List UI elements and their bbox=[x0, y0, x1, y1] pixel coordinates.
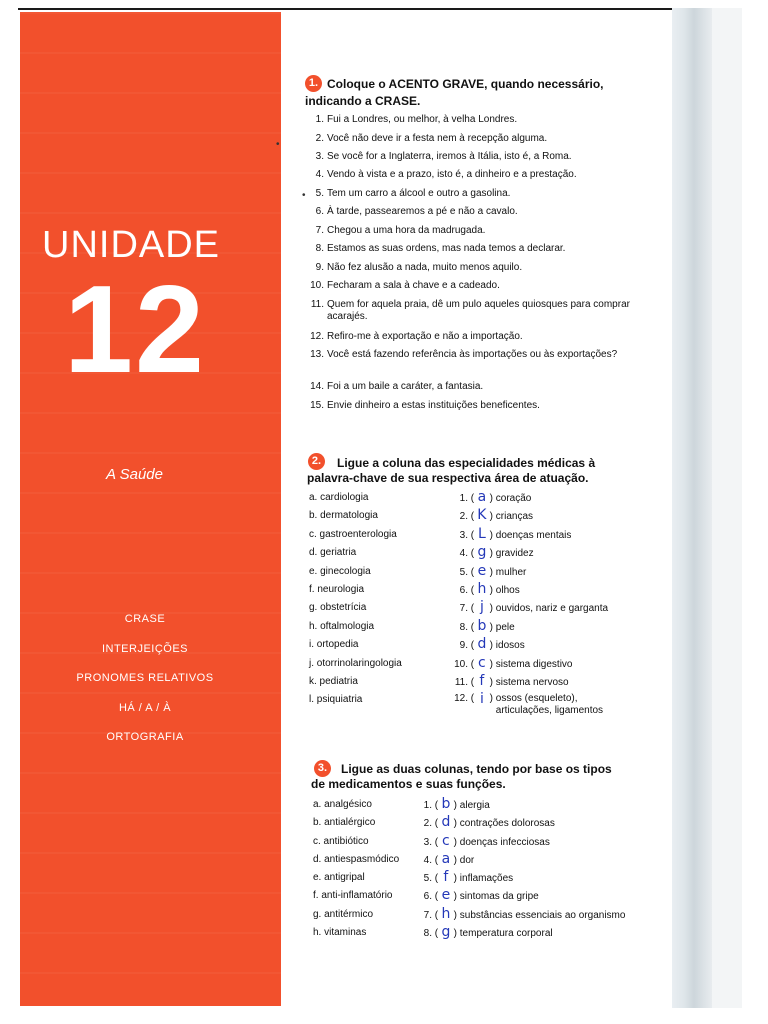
keyword-text: ouvidos, nariz e garganta bbox=[495, 603, 609, 615]
item-number: 4. bbox=[315, 169, 324, 180]
sentence-text: Envie dinheiro a estas instituições beneficentes. bbox=[327, 400, 540, 411]
specialty-item: l. psiquiatria bbox=[309, 694, 363, 706]
specialty-item: h. oftalmologia bbox=[309, 620, 375, 632]
function-text: contrações dolorosas bbox=[459, 818, 555, 830]
topic-item: HÁ / A / À bbox=[118, 701, 172, 714]
function-item: 8. ( g ) temperatura corporal bbox=[418, 926, 625, 944]
sentence-text: Vendo à vista e a prazo, isto é, a dinheiro e a prestação. bbox=[327, 169, 577, 180]
unit-label: UNIDADE bbox=[42, 224, 221, 266]
keyword-item: 1. ( a ) coração bbox=[448, 491, 636, 509]
question-title bbox=[337, 455, 595, 471]
function-item: 4. ( a ) dor bbox=[418, 853, 625, 871]
specialty-item: g. obstetrícia bbox=[309, 602, 367, 614]
sentence-text: Fui a Londres, ou melhor, à velha Londres. bbox=[327, 114, 518, 125]
sentence-item bbox=[310, 299, 667, 323]
handwritten-answer: g bbox=[441, 924, 451, 941]
handwritten-answer: f bbox=[443, 869, 449, 886]
specialty-item: d. geriatria bbox=[309, 547, 357, 559]
specialty-item: j. otorrinolaringologia bbox=[309, 657, 402, 669]
topic-item: CRASE bbox=[124, 613, 166, 625]
question-title-line: Ligue as duas colunas, tendo por base os tipos bbox=[341, 762, 612, 776]
medicine-item: e. antigripal bbox=[313, 872, 365, 884]
sentence-text: Refiro-me à exportação e não a importação. bbox=[327, 331, 523, 342]
item-number: 11. bbox=[310, 299, 324, 310]
item-number: 8. bbox=[459, 621, 468, 633]
item-number: 3. bbox=[459, 529, 468, 541]
specialty-column bbox=[309, 492, 402, 713]
function-item: 2. ( d ) contrações dolorosas bbox=[418, 816, 625, 834]
handwritten-answer: b bbox=[477, 617, 487, 634]
keyword-text: sistema nervoso bbox=[495, 676, 569, 688]
sentence-item bbox=[310, 151, 650, 163]
medicine-item: f. anti-inflamatório bbox=[313, 890, 393, 902]
sentence-text: Chegou a uma hora da madrugada. bbox=[327, 225, 486, 236]
item-number: 7. bbox=[423, 909, 432, 921]
item-number: 11. bbox=[454, 676, 468, 688]
item-number: 5. bbox=[459, 566, 468, 578]
item-number: 7. bbox=[315, 225, 324, 236]
sentence-text: Você está fazendo referência às importações ou às exportações? bbox=[327, 349, 618, 360]
function-text: alergia bbox=[459, 800, 490, 811]
specialty-item: k. pediatria bbox=[309, 675, 358, 687]
function-text: temperatura corporal bbox=[459, 928, 553, 940]
handwritten-answer: e bbox=[441, 887, 451, 904]
keyword-text: pele bbox=[495, 621, 515, 633]
item-number: 2. bbox=[459, 511, 468, 523]
function-text: inflamações bbox=[459, 873, 514, 885]
keyword-item: 6. ( h ) olhos bbox=[448, 583, 636, 601]
keyword-column bbox=[448, 491, 636, 719]
item-number: 6. bbox=[315, 206, 324, 217]
function-item: 7. ( h ) substâncias essenciais ao organismo bbox=[418, 908, 625, 926]
sentence-text: À tarde, passearemos a pé e não a cavalo. bbox=[327, 206, 518, 217]
item-number: 8. bbox=[315, 243, 324, 254]
sentence-item bbox=[310, 262, 650, 274]
medicine-column bbox=[313, 799, 399, 945]
question-title bbox=[341, 761, 612, 777]
handwritten-answer: i bbox=[479, 691, 484, 708]
keyword-item: 9. ( d ) idosos bbox=[448, 638, 636, 656]
item-number: 5. bbox=[315, 188, 324, 199]
topic-item: PRONOMES RELATIVOS bbox=[76, 672, 214, 684]
function-column bbox=[418, 798, 625, 944]
medicine-item: h. vitaminas bbox=[313, 927, 367, 939]
function-text: substâncias essenciais ao organismo bbox=[459, 909, 626, 921]
item-number: 4. bbox=[423, 854, 432, 866]
keyword-text: olhos bbox=[495, 584, 520, 596]
item-number: 6. bbox=[423, 891, 432, 903]
keyword-item: 5. ( e ) mulher bbox=[448, 565, 636, 583]
item-number: 15. bbox=[310, 400, 324, 411]
function-item: 6. ( e ) sintomas da gripe bbox=[418, 889, 625, 907]
sentence-text: Foi a um baile a caráter, a fantasia. bbox=[327, 381, 484, 392]
question-title-line: indicando a CRASE. bbox=[305, 94, 421, 108]
item-number: 2. bbox=[315, 133, 324, 144]
medicine-item: c. antibiótico bbox=[313, 835, 369, 847]
sentence-text: Estamos as suas ordens, mas nada temos a declarar. bbox=[327, 243, 566, 254]
sentence-text: Não fez alusão a nada, muito menos aquilo. bbox=[327, 262, 523, 273]
handwritten-answer: e bbox=[477, 562, 487, 579]
item-number: 4. bbox=[459, 548, 468, 560]
item-number: 10. bbox=[310, 280, 324, 291]
function-text: doenças infecciosas bbox=[459, 836, 550, 848]
item-number: 12. bbox=[454, 693, 468, 705]
handwritten-answer: d bbox=[477, 636, 487, 653]
question-number-badge: 1. bbox=[305, 75, 322, 92]
topic-item: ORTOGRAFIA bbox=[106, 731, 184, 743]
function-item: 5. ( f ) inflamações bbox=[418, 871, 625, 889]
keyword-item: 7. ( j ) ouvidos, nariz e garganta bbox=[448, 601, 636, 619]
item-number: 12. bbox=[310, 331, 324, 342]
handwritten-answer: h bbox=[477, 580, 487, 597]
sentence-item bbox=[310, 114, 650, 126]
sentence-item bbox=[310, 400, 650, 412]
sentence-text: Fecharam a sala à chave e a cadeado. bbox=[327, 280, 500, 291]
function-item: 1. ( b ) alergia bbox=[418, 798, 625, 816]
topic-item: INTERJEIÇÕES bbox=[101, 642, 189, 655]
handwritten-answer: L bbox=[477, 525, 486, 542]
item-number: 13. bbox=[310, 349, 324, 360]
sentence-item bbox=[310, 381, 650, 393]
keyword-item: 4. ( g ) gravidez bbox=[448, 546, 636, 564]
item-number: 8. bbox=[423, 928, 432, 940]
handwritten-answer: c bbox=[442, 832, 450, 849]
function-item: 3. ( c ) doenças infecciosas bbox=[418, 835, 625, 853]
item-number: 3. bbox=[315, 151, 324, 162]
specialty-item: i. ortopedia bbox=[309, 639, 359, 651]
item-number: 9. bbox=[459, 640, 468, 652]
keyword-text: doenças mentais bbox=[495, 529, 572, 541]
handwritten-answer: g bbox=[477, 544, 487, 561]
item-number: 7. bbox=[459, 603, 468, 615]
sentence-item bbox=[310, 169, 650, 181]
keyword-item: 3. ( L ) doenças mentais bbox=[448, 528, 636, 546]
sentence-item bbox=[310, 280, 650, 292]
handwritten-answer: f bbox=[479, 672, 485, 689]
unit-number: 12 bbox=[64, 261, 206, 399]
keyword-text: sistema digestivo bbox=[495, 658, 573, 670]
keyword-text: coração bbox=[495, 493, 532, 504]
stray-dot: • bbox=[302, 190, 306, 201]
question-number-badge: 2. bbox=[308, 453, 325, 470]
sentence-text: Quem for aquela praia, dê um pulo aqueles quiosques para comprar acarajés. bbox=[327, 299, 630, 322]
specialty-item: c. gastroenterologia bbox=[309, 528, 397, 540]
sentence-item bbox=[310, 133, 650, 145]
handwritten-answer: d bbox=[441, 814, 451, 831]
keyword-text: gravidez bbox=[495, 548, 534, 560]
item-number: 9. bbox=[315, 262, 324, 273]
sentence-item bbox=[310, 188, 650, 200]
question-title bbox=[307, 470, 589, 486]
question-title-line: Ligue a coluna das especialidades médicas à bbox=[337, 456, 596, 470]
item-number: 2. bbox=[423, 818, 432, 830]
item-number: 3. bbox=[423, 836, 432, 848]
item-number: 1. bbox=[459, 493, 468, 504]
keyword-item: 12. ( i ) ossos (esqueleto), articulações, ligamentos bbox=[448, 693, 636, 719]
unit-subtitle: A Saúde bbox=[106, 466, 163, 483]
sentence-item bbox=[310, 243, 650, 255]
question-number-badge: 3. bbox=[314, 760, 331, 777]
medicine-item: b. antialérgico bbox=[313, 817, 376, 829]
keyword-text: ossos (esqueleto), articulações, ligamentos bbox=[495, 693, 604, 717]
question-title-line: Coloque o ACENTO GRAVE, quando necessário, bbox=[327, 77, 604, 91]
question-title bbox=[311, 776, 506, 792]
item-number: 14. bbox=[310, 381, 324, 392]
question-title bbox=[327, 76, 603, 92]
medicine-item: d. antiespasmódico bbox=[313, 853, 400, 865]
handwritten-answer: h bbox=[441, 905, 451, 922]
handwritten-answer: j bbox=[479, 599, 484, 616]
item-number: 1. bbox=[315, 114, 324, 125]
keyword-text: crianças bbox=[495, 511, 534, 523]
specialty-item: e. ginecologia bbox=[309, 565, 371, 577]
sentence-item bbox=[310, 331, 650, 343]
item-number: 6. bbox=[459, 584, 468, 596]
medicine-item: a. analgésico bbox=[313, 799, 372, 810]
sentence-text: Você não deve ir a festa nem à recepção alguma. bbox=[327, 133, 548, 144]
function-text: dor bbox=[459, 854, 475, 866]
keyword-item: 2. ( K ) crianças bbox=[448, 509, 636, 527]
medicine-item: g. antitérmico bbox=[313, 908, 374, 920]
sentence-item bbox=[310, 225, 650, 237]
keyword-item: 11. ( f ) sistema nervoso bbox=[448, 675, 636, 693]
handwritten-answer: a bbox=[441, 850, 451, 867]
item-number: 10. bbox=[454, 658, 468, 670]
question-title-line: palavra-chave de sua respectiva área de atuação. bbox=[307, 471, 589, 485]
sentence-text: Tem um carro a álcool e outro a gasolina. bbox=[327, 188, 511, 199]
handwritten-answer: a bbox=[477, 489, 487, 505]
stray-dot: • bbox=[276, 139, 280, 150]
item-number: 1. bbox=[423, 800, 432, 811]
item-number: 5. bbox=[423, 873, 432, 885]
keyword-text: idosos bbox=[495, 640, 525, 652]
keyword-item: 10. ( c ) sistema digestivo bbox=[448, 657, 636, 675]
question-title-line: de medicamentos e suas funções. bbox=[311, 777, 506, 791]
question-title bbox=[305, 93, 420, 109]
specialty-item: b. dermatologia bbox=[309, 510, 378, 522]
handwritten-answer: K bbox=[477, 507, 487, 524]
sentence-item bbox=[310, 206, 650, 218]
specialty-item: a. cardiologia bbox=[309, 492, 369, 503]
keyword-text: mulher bbox=[495, 566, 527, 578]
handwritten-answer: b bbox=[441, 796, 451, 812]
keyword-item: 8. ( b ) pele bbox=[448, 620, 636, 638]
function-text: sintomas da gripe bbox=[459, 891, 539, 903]
sentence-text: Se você for a Inglaterra, iremos à Itália, isto é, a Roma. bbox=[327, 151, 572, 162]
handwritten-answer: c bbox=[478, 654, 486, 671]
specialty-item: f. neurologia bbox=[309, 583, 365, 595]
sentence-item bbox=[310, 349, 667, 361]
